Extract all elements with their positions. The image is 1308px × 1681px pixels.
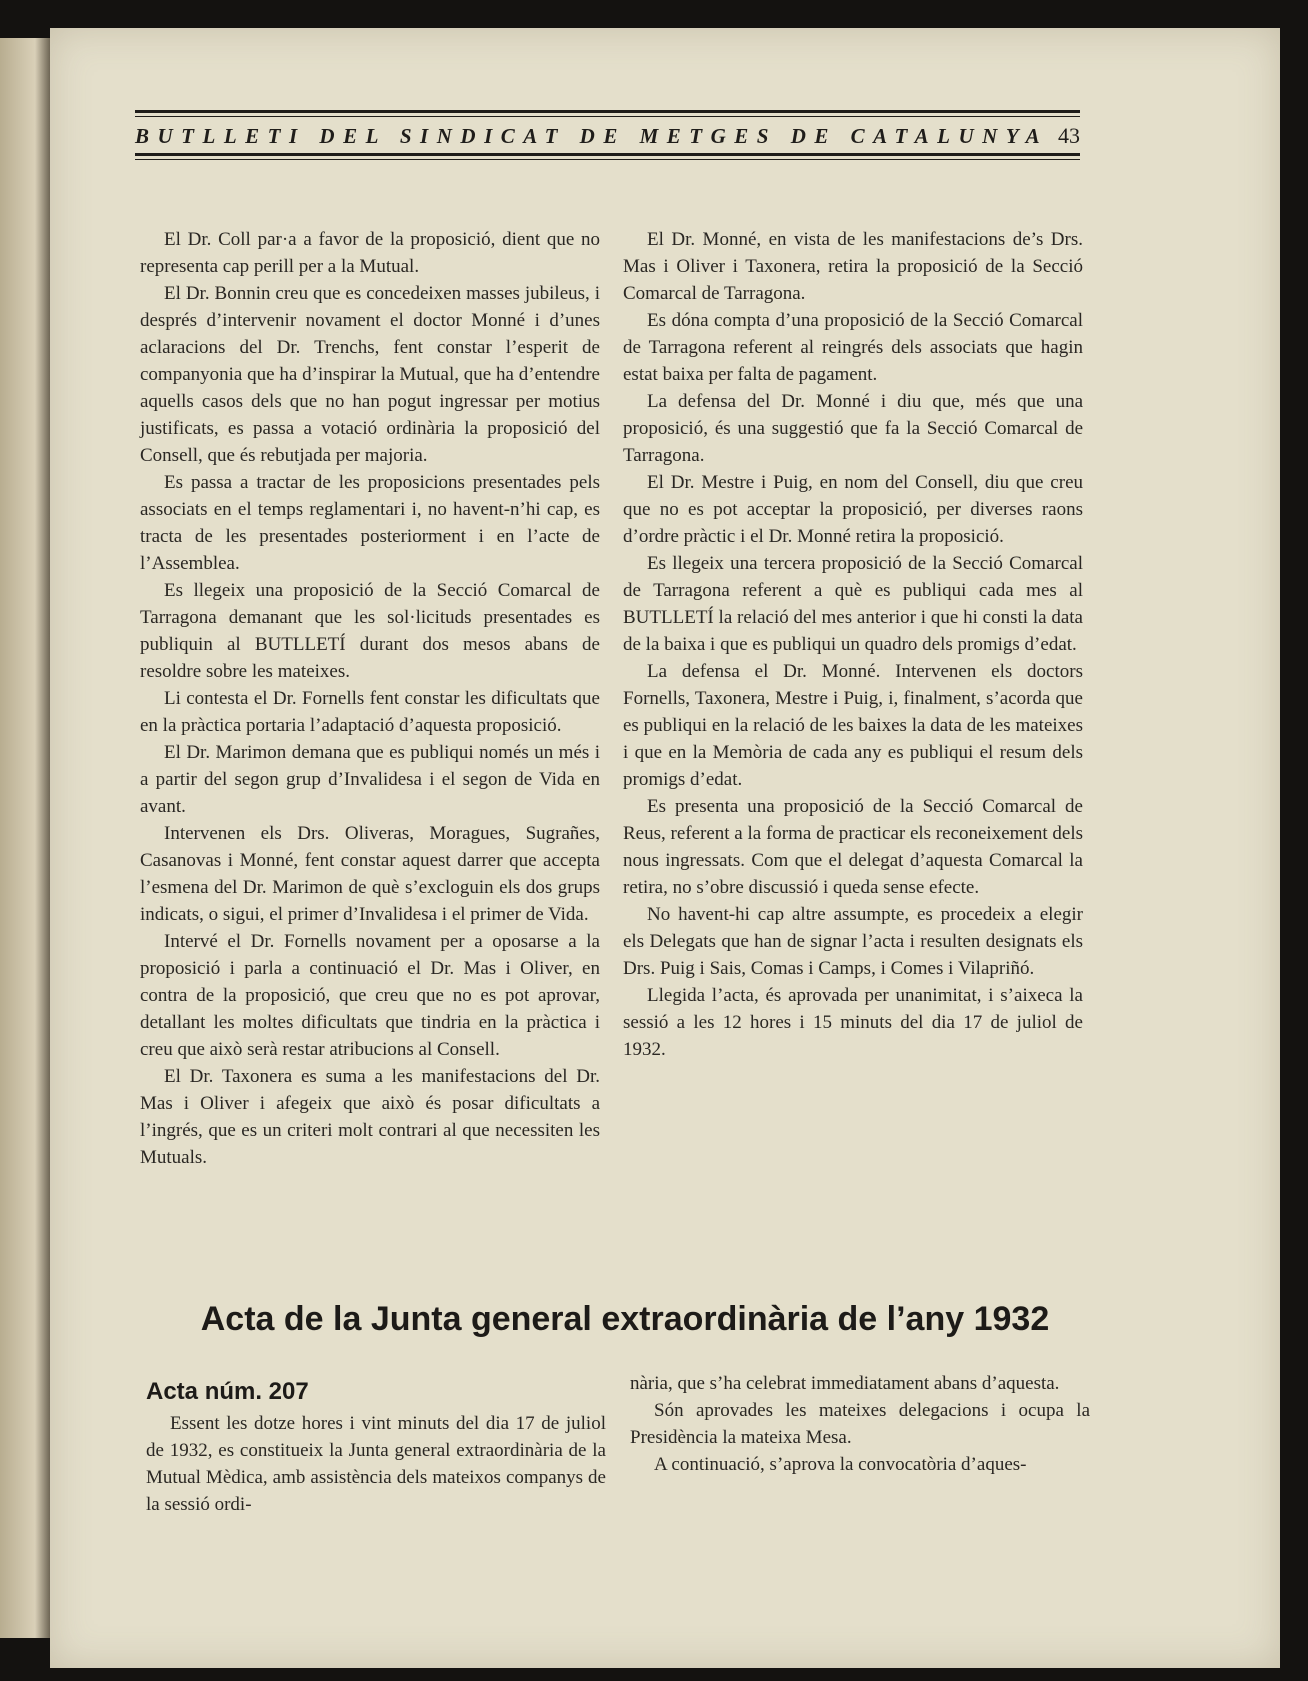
paragraph: El Dr. Coll par·a a favor de la proposició, dient que no representa cap perill per a la Mutual. [140,229,600,277]
paragraph: El Dr. Marimon demana que es publiqui només un més i a partir del segon grup d’Invalidesa i el segon de Vida en avant. [140,742,600,817]
text-column-right [623,226,1083,1063]
running-header [135,110,1080,160]
header-rule-bottom [135,153,1080,156]
paragraph: Es dóna compta d’una proposició de la Secció Comarcal de Tarragona referent al reingrés dels associats que hagin estat baixa per falta de pagament. [623,310,1083,385]
minutes-number-heading: Acta núm. 207 [146,1378,309,1405]
paragraph: La defensa el Dr. Monné. Intervenen els doctors Fornells, Taxonera, Mestre i Puig, i, finalment, s’acorda que es publiqui en la relació de les baixes la data de les mateixes i que en la Memòria de cada any es publiqui el resum dels promigs d’edat. [623,661,1083,790]
paragraph: Li contesta el Dr. Fornells fent constar les dificultats que en la pràctica portaria l’adaptació d’aquesta proposició. [140,688,600,736]
text-column-left-bottom [146,1410,606,1518]
left-page-edge [0,38,50,1638]
header-rule-top [135,110,1080,113]
paragraph: La defensa del Dr. Monné i diu que, més que una proposició, és una suggestió que fa la Secció Comarcal de Tarragona. [623,391,1083,466]
paragraph: No havent-hi cap altre assumpte, es procedeix a elegir els Delegats que han de signar l’acta i resulten designats els Drs. Puig i Sais, Comas i Camps, i Comes i Vilapriñó. [623,904,1083,979]
paragraph: Intervenen els Drs. Oliveras, Moragues, Sugrañes, Casanovas i Monné, fent constar aquest darrer que accepta l’esmena del Dr. Marimon de què s’excloguin els dos grups indicats, o sigui, el primer d’Invalidesa i el primer de Vida. [140,823,600,925]
text-column-right-bottom [630,1370,1090,1478]
paragraph: Llegida l’acta, és aprovada per unanimitat, i s’aixeca la sessió a les 12 hores i 15 minuts del dia 17 de juliol de 1932. [623,985,1083,1060]
paragraph: Es llegeix una tercera proposició de la Secció Comarcal de Tarragona referent a què es publiqui cada mes al BUTLLETÍ la relació del mes anterior i que hi consti la data de la baixa i que es publiqui un quadro dels promigs d’edat. [623,553,1083,655]
page-number: 43 [1058,123,1080,148]
journal-title: BUTLLETI DEL SINDICAT DE METGES DE CATALUNYA [135,124,1049,148]
header-rule-bottom-thin [135,159,1080,160]
header-row [135,117,1080,153]
paragraph: Són aprovades les mateixes delegacions i ocupa la Presidència la mateixa Mesa. [630,1400,1090,1448]
paragraph: Essent les dotze hores i vint minuts del dia 17 de juliol de 1932, es constitueix la Junta general extraordinària de la Mutual Mèdica, amb assistència dels mateixos companys de la sessió ordi- [146,1413,606,1515]
paragraph: Es llegeix una proposició de la Secció Comarcal de Tarragona demanant que les sol·licituds presentades es publiquin al BUTLLETÍ durant dos mesos abans de resoldre sobre les mateixes. [140,580,600,682]
paragraph: Es passa a tractar de les proposicions presentades pels associats en el temps reglamentari i, no havent-n’hi cap, es tracta de les presentades posteriorment i en l’acte de l’Assemblea. [140,472,600,574]
section-heading: Acta de la Junta general extraordinària de l’any 1932 [200,1300,1050,1338]
paragraph-continuation: nària, que s’ha celebrat immediatament abans d’aquesta. [630,1373,1060,1394]
paragraph: Es presenta una proposició de la Secció Comarcal de Reus, referent a la forma de practicar els reconeixement dels nous ingressats. Com que el delegat d’aquesta Comarcal la retira, no s’obre discussió i queda sense efecte. [623,796,1083,898]
text-column-left [140,226,600,1171]
paragraph: El Dr. Monné, en vista de les manifestacions de’s Drs. Mas i Oliver i Taxonera, retira la proposició de la Secció Comarcal de Tarragona. [623,229,1083,304]
paragraph: El Dr. Taxonera es suma a les manifestacions del Dr. Mas i Oliver i afegeix que això és posar dificultats a l’ingrés, que es un criteri molt contrari al que necessiten les Mutuals. [140,1066,600,1168]
paragraph: A continuació, s’aprova la convocatòria d’aques- [654,1454,1027,1475]
paragraph: El Dr. Mestre i Puig, en nom del Consell, diu que creu que no es pot acceptar la proposició, per diverses raons d’ordre pràctic i el Dr. Monné retira la proposició. [623,472,1083,547]
paragraph: Intervé el Dr. Fornells novament per a oposarse a la proposició i parla a continuació el Dr. Mas i Oliver, en contra de la proposició, que creu que no es pot aprovar, detallant les moltes dificultats que tindria en la pràctica i creu que això serà restar atribucions al Consell. [140,931,600,1060]
paragraph: El Dr. Bonnin creu que es concedeixen masses jubileus, i després d’intervenir novament el doctor Monné i d’unes aclaracions del Dr. Trenchs, fent constar l’esperit de companyonia que ha d’inspirar la Mutual, que ha d’entendre aquells casos dels que no han pogut ingressar per motius justificats, es passa a votació ordinària la proposició del Consell, que és rebutjada per majoria. [140,283,600,466]
